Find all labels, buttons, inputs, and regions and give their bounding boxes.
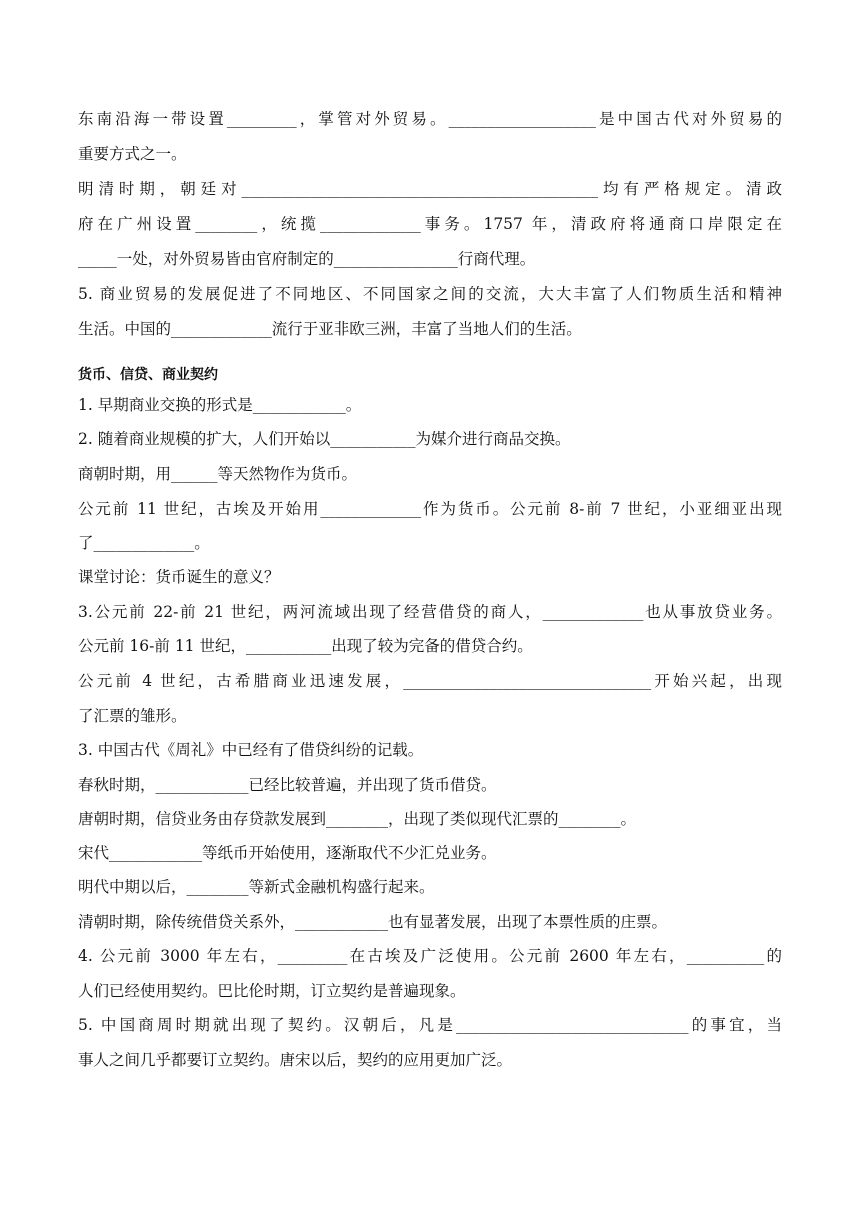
text-line: 4. 公元前 3000 年左右，_________在古埃及广泛使用。公元前 2600 年左右，__________的 (78, 947, 782, 965)
text-line: 重要方式之一。 (78, 145, 187, 163)
text-line: 公元前 4 世纪，古希腊商业迅速发展，________________________________开始兴起，出现 (78, 672, 782, 690)
text-line: 公元前 16-前 11 世纪，___________出现了较为完备的借贷合约。 (78, 637, 533, 655)
text-line: 清朝时期，除传统借贷关系外，____________也有显著发展，出现了本票性质的庄票。 (78, 913, 668, 931)
text-line: 东南沿海一带设置_________，掌管对外贸易。___________________是中国古代对外贸易的 (78, 110, 782, 128)
text-line: 事人之间几乎都要订立契约。唐宋以后，契约的应用更加广泛。 (78, 1051, 513, 1069)
text-line: 5. 中国商周时期就出现了契约。汉朝后，凡是______________________________的事宜，当 (78, 1016, 782, 1034)
text-line: 3.公元前 22-前 21 世纪，两河流域出现了经营借贷的商人，_____________也从事放贷业务。 (78, 603, 782, 621)
text-line: 唐朝时期，信贷业务由存贷款发展到________，出现了类似现代汇票的________。 (78, 810, 637, 828)
text-line: 明清时期，朝廷对______________________________________________均有严格规定。清政 (78, 180, 782, 198)
text-line: 公元前 11 世纪，古埃及开始用_____________作为货币。公元前 8-前 7 世纪，小亚细亚出现 (78, 500, 782, 518)
text-line: _____一处，对外贸易皆由官府制定的________________行商代理。 (78, 250, 536, 268)
text-line: 宋代____________等纸币开始使用，逐渐取代不少汇兑业务。 (78, 844, 497, 862)
text-line: 了_____________。 (78, 534, 210, 552)
text-line: 了汇票的雏形。 (78, 707, 187, 725)
text-line: 府在广州设置________，统揽_____________事务。1757 年，清政府将通商口岸限定在 (78, 215, 782, 233)
text-line: 3. 中国古代《周礼》中已经有了借贷纠纷的记载。 (78, 741, 424, 759)
text-line: 生活。中国的_____________流行于亚非欧三洲，丰富了当地人们的生活。 (78, 320, 582, 338)
text-line: 商朝时期，用______等天然物作为货币。 (78, 465, 358, 483)
text-line: 1. 早期商业交换的形式是____________。 (78, 396, 362, 414)
text-line: 2. 随着商业规模的扩大，人们开始以___________为媒介进行商品交换。 (78, 430, 571, 448)
text-line: 春秋时期，____________已经比较普遍，并出现了货币借贷。 (78, 776, 497, 794)
text-line: 明代中期以后，________等新式金融机构盛行起来。 (78, 878, 435, 896)
text-line: 人们已经使用契约。巴比伦时期，订立契约是普遍现象。 (78, 982, 466, 1000)
text-line: 5. 商业贸易的发展促进了不同地区、不同国家之间的交流，大大丰富了人们物质生活和精神 (78, 285, 782, 303)
section-heading: 货币、信贷、商业契约 (78, 367, 218, 383)
text-line: 课堂讨论：货币诞生的意义？ (78, 568, 280, 586)
